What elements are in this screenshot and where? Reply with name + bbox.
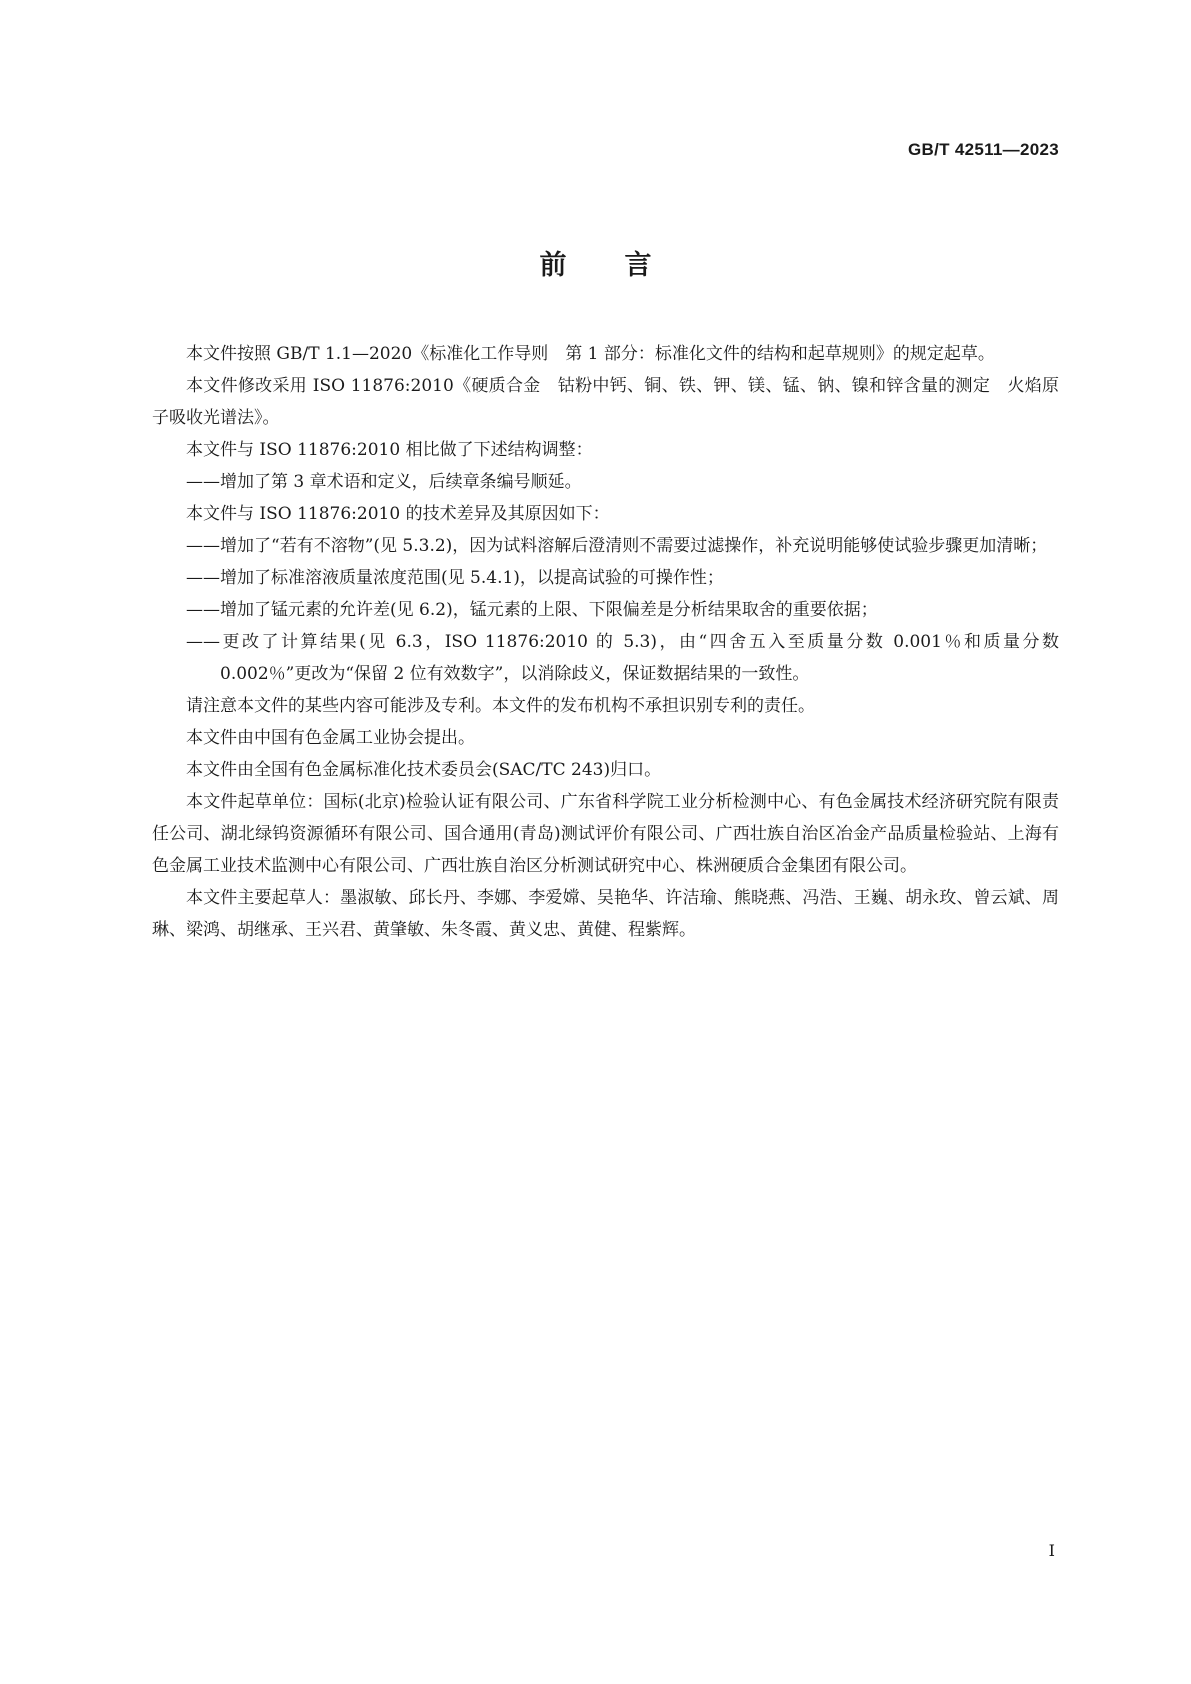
paragraph-patent-notice: 请注意本文件的某些内容可能涉及专利。本文件的发布机构不承担识别专利的责任。 xyxy=(186,696,815,716)
technical-difference-item: ——增加了标准溶液质量浓度范围(见 5.4.1)，以提高试验的可操作性； xyxy=(186,568,724,588)
paragraph-proposer: 本文件由中国有色金属工业协会提出。 xyxy=(186,728,475,748)
page-number: I xyxy=(1048,1541,1055,1560)
paragraph-structural-changes: 本文件与 ISO 11876:2010 相比做了下述结构调整： xyxy=(186,440,593,460)
paragraph-drafting-organizations: 本文件起草单位：国标(北京)检验认证有限公司、广东省科学院工业分析检测中心、有色金属技术经济研究院有限责任公司、湖北绿钨资源循环有限公司、国合通用(青岛)测试评价有限公司、广西壮族自治区冶金产品质量检验站、上海有色金属工业技术监测中心有限公司、广西壮族自治区分析测试研究中心、株洲硬质合金集团有限公司。 xyxy=(152,792,1059,876)
standard-number: GB/T 42511—2023 xyxy=(908,140,1059,159)
paragraph-centralized-by: 本文件由全国有色金属标准化技术委员会(SAC/TC 243)归口。 xyxy=(186,760,662,780)
technical-difference-item: ——增加了锰元素的允许差(见 6.2)，锰元素的上限、下限偏差是分析结果取舍的重要依据； xyxy=(186,600,878,620)
technical-difference-item: ——增加了“若有不溶物”(见 5.3.2)，因为试料溶解后澄清则不需要过滤操作，补充说明能够使试验步骤更加清晰； xyxy=(186,536,1048,556)
technical-difference-item: ——更改了计算结果(见 6.3，ISO 11876:2010 的 5.3)，由“四舍五入至质量分数 0.001％和质量分数 0.002％”更改为“保留 2 位有效数字”，以消除歧义，保证数据结果的一致性。 xyxy=(186,632,1059,684)
paragraph-drafting-rules: 本文件按照 GB/T 1.1—2020《标准化工作导则 第 1 部分：标准化文件的结构和起草规则》的规定起草。 xyxy=(186,344,995,364)
paragraph-technical-differences: 本文件与 ISO 11876:2010 的技术差异及其原因如下： xyxy=(186,504,610,524)
foreword-body xyxy=(152,338,1059,946)
structural-change-item: ——增加了第 3 章术语和定义，后续章条编号顺延。 xyxy=(186,472,582,492)
paragraph-adoption: 本文件修改采用 ISO 11876:2010《硬质合金 钴粉中钙、铜、铁、钾、镁、锰、钠、镍和锌含量的测定 火焰原子吸收光谱法》。 xyxy=(152,376,1059,428)
paragraph-drafters: 本文件主要起草人：墨淑敏、邱长丹、李娜、李爱嫦、吴艳华、许洁瑜、熊晓燕、冯浩、王巍、胡永玫、曾云斌、周琳、梁鸿、胡继承、王兴君、黄肇敏、朱冬霞、黄义忠、黄健、程紫辉。 xyxy=(152,888,1059,940)
page-title: 前言 xyxy=(539,250,710,281)
